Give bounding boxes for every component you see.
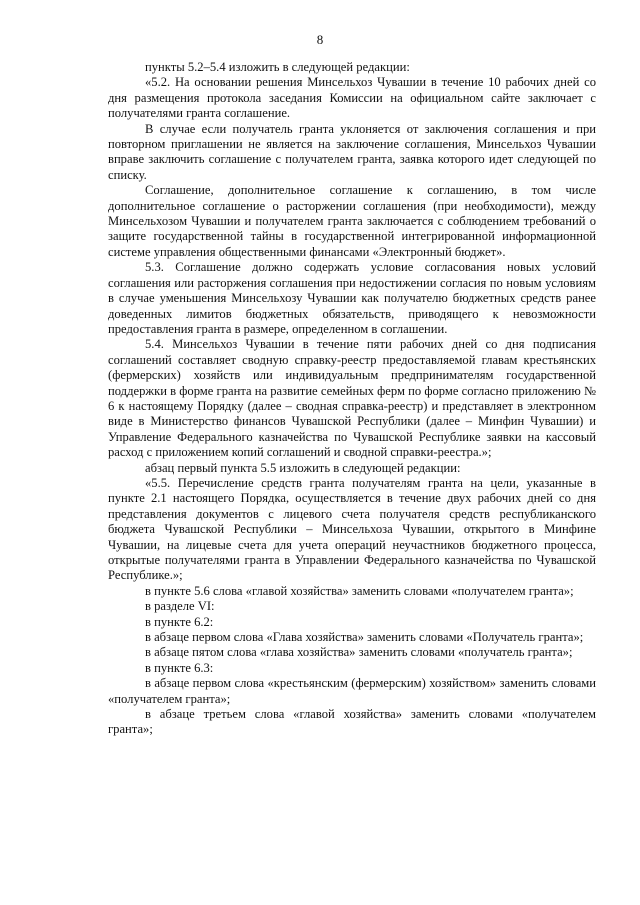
paragraph: в разделе VI: [145,599,215,614]
paragraph: Соглашение, дополнительное соглашение к соглашению, в том числе дополнительное соглашение о расторжении соглашения (при необходимости), между Минсельхозом Чувашии и получателем гранта заключается с соблюдением требований о защите государственной тайны в государственной интегрированной информационной системе управления общественными финансами «Электронный бюджет». [108,183,596,259]
paragraph: абзац первый пункта 5.5 изложить в следующей редакции: [145,460,461,475]
page-number: 8 [316,32,324,47]
paragraph: 5.4. Минсельхоз Чувашии в течение пяти рабочих дней со дня подписания соглашений составляет сводную справку-реестр предоставляемой главам крестьянских (фермерских) хозяйств или индивидуальным предпринимателям государственной поддержки в форме гранта на развитие семейных ферм по форме согласно приложению № 6 к настоящему Порядку (далее – сводная справка-реестр) и представляет в электронном виде в Министерство финансов Чувашской Республики (далее – Минфин Чувашии) и Управление Федерального казначейства по Чувашской Республике заявки на кассовый расход с приложением копий соглашений и сводной справки-реестра.»; [108,337,596,460]
paragraph: в пункте 6.3: [145,660,214,675]
paragraph: в абзаце пятом слова «глава хозяйства» заменить словами «получатель гранта»; [145,645,573,660]
document-body [108,60,596,738]
paragraph: в абзаце первом слова «Глава хозяйства» заменить словами «Получатель гранта»; [145,630,584,645]
paragraph: в пункте 5.6 слова «главой хозяйства» заменить словами «получателем гранта»; [145,583,574,598]
paragraph: в пункте 6.2: [145,614,214,629]
paragraph: «5.5. Перечисление средств гранта получателям гранта на цели, указанные в пункте 2.1 настоящего Порядка, осуществляется в течение двух рабочих дней со дня представления документов с лицевого счета получателя средств республиканского бюджета Чувашской Республики – Минсельхоза Чувашии, открытого в Минфине Чувашии, на лицевые счета для учета операций неучастников бюджетного процесса, открытые получателями гранта в Управлении Федерального казначейства по Чувашской Республике.»; [108,475,596,583]
paragraph: пункты 5.2–5.4 изложить в следующей редакции: [145,60,410,74]
paragraph: В случае если получатель гранта уклоняется от заключения соглашения и при повторном приглашении не является на заключение соглашения, Минсельхоз Чувашии вправе заключить соглашение с получателем гранта, заявка которого идет следующей по списку. [108,121,596,182]
paragraph: в абзаце первом слова «крестьянским (фермерским) хозяйством» заменить словами «получателем гранта»; [108,676,596,706]
paragraph: «5.2. На основании решения Минсельхоз Чувашии в течение 10 рабочих дней со дня размещения протокола заседания Комиссии на официальном сайте заключает с получателями гранта соглашение. [108,75,596,121]
paragraph: в абзаце третьем слова «главой хозяйства» заменить словами «получателем гранта»; [108,707,596,737]
paragraph: 5.3. Соглашение должно содержать условие согласования новых условий соглашения или расторжения соглашения при недостижении согласия по новым условиям в случае уменьшения Минсельхозу Чувашии как получателю бюджетных средств ранее доведенных лимитов бюджетных обязательств, приводящего к невозможности предоставления гранта в размере, определенном в соглашении. [108,260,596,336]
